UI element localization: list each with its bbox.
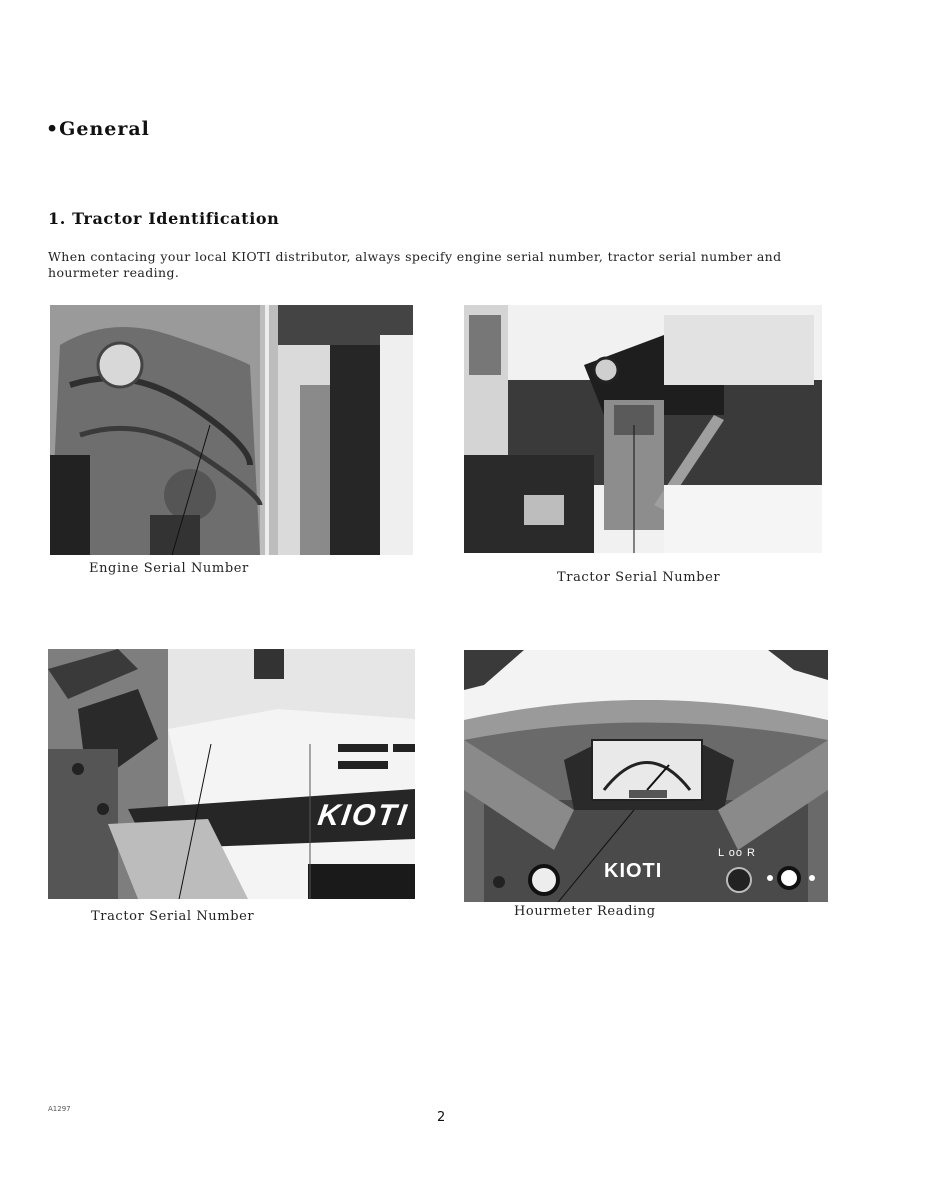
tractor-serial-caption-1: Tractor Serial Number [557,570,721,585]
tractor-serial-caption-2: Tractor Serial Number [91,909,255,924]
page-number: 2 [437,1110,446,1125]
lr-indicator-label: L oo R [718,847,757,859]
dashboard-photo [464,650,828,902]
kioti-logo: KIOTI [315,799,411,832]
engine-serial-caption: Engine Serial Number [89,561,249,576]
tractor-frame-photo [464,305,822,553]
intro-paragraph: When contacing your local KIOTI distributor, always specify engine serial number, tractor serial number and hourmeter reading. [48,249,782,280]
engine-photo [50,305,413,555]
section-title: •General [46,118,150,140]
document-code: A1297 [48,1105,71,1113]
hourmeter-caption: Hourmeter Reading [514,904,656,919]
subsection-title: 1. Tractor Identification [48,209,280,228]
kioti-dash-logo: KIOTI [604,860,663,882]
tractor-hood-photo [48,649,415,899]
